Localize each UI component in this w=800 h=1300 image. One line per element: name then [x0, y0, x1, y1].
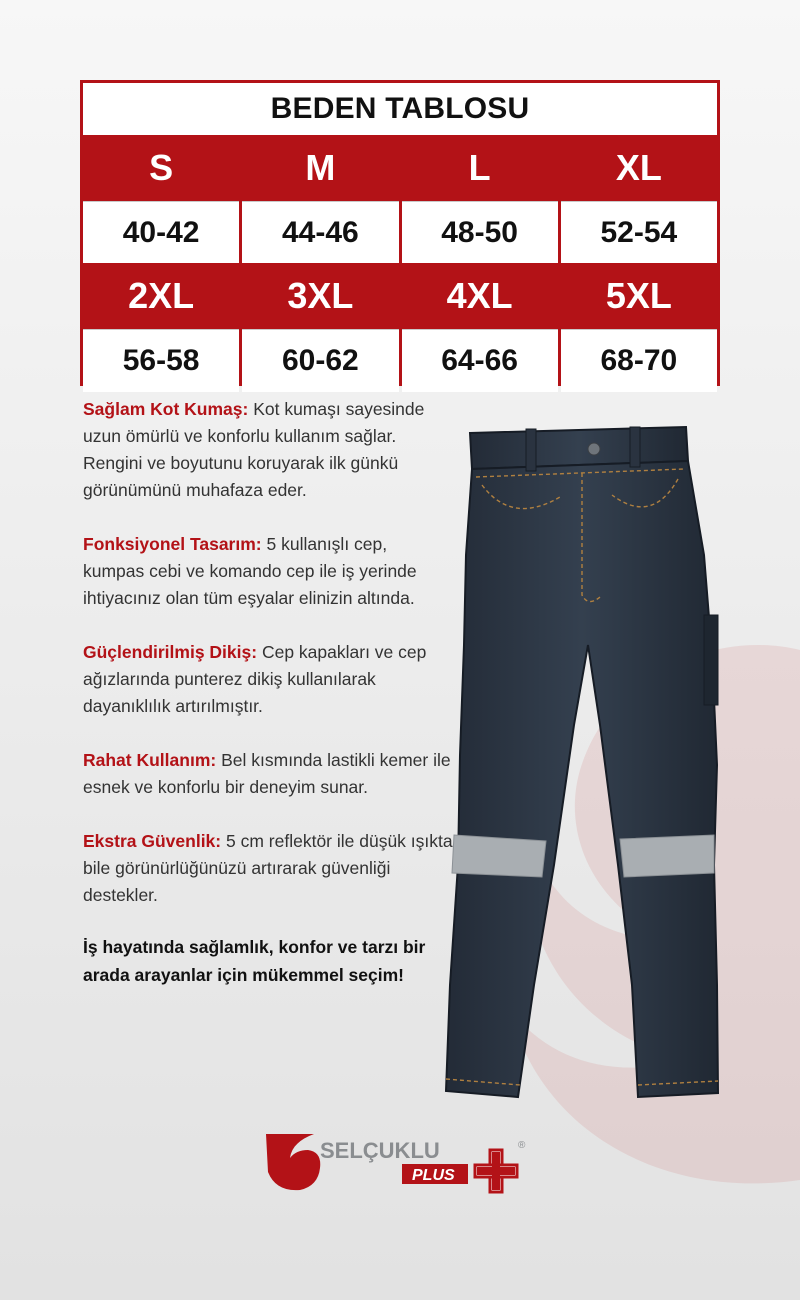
size-header-cell: XL [561, 138, 717, 198]
size-chart-title: BEDEN TABLOSU [83, 83, 717, 135]
feature-text: 5 kullanışlı cep, kumpas cebi ve komando cep ile iş yerinde ihtiyacınız olan tüm eşyalar elinizin altında. [83, 534, 417, 608]
registered-mark: ® [518, 1140, 526, 1151]
size-range-cell: 44-46 [242, 201, 398, 263]
size-range-cell: 68-70 [561, 329, 717, 392]
size-range-cell: 40-42 [83, 201, 239, 263]
size-header-cell: 3XL [242, 266, 398, 326]
feature-title: Fonksiyonel Tasarım: [83, 534, 262, 554]
denim-work-pants-image [442, 425, 762, 1105]
logo-graphic [262, 1128, 552, 1213]
feature-text: Bel kısmında lastikli kemer ile esnek ve konforlu bir deneyim sunar. [83, 750, 451, 797]
feature-title: Güçlendirilmiş Dikiş: [83, 642, 258, 662]
size-range-cell: 56-58 [83, 329, 239, 392]
logo-sub-text: PLUS [412, 1167, 455, 1184]
feature-title: Sağlam Kot Kumaş: [83, 399, 249, 419]
feature-text: Cep kapakları ve cep ağızlarında punterez dikiş kullanılarak dayanıklılık artırılmıştır. [83, 642, 427, 716]
size-header-cell: 4XL [402, 266, 558, 326]
size-chart-table [80, 80, 720, 386]
size-header-cell: L [402, 138, 558, 198]
logo-brand-text: SELÇUKLU [320, 1138, 440, 1163]
size-header-cell: S [83, 138, 239, 198]
size-header-cell: M [242, 138, 398, 198]
feature-item [83, 531, 453, 612]
feature-item [83, 396, 453, 504]
feature-title: Rahat Kullanım: [83, 750, 217, 770]
feature-list [83, 396, 453, 989]
feature-text: Kot kumaşı sayesinde uzun ömürlü ve konforlu kullanım sağlar. Rengini ve boyutunu koruyarak ilk günkü görünümünü muhafaza eder. [83, 399, 425, 500]
feature-title: Ekstra Güvenlik: [83, 831, 222, 851]
size-header-cell: 2XL [83, 266, 239, 326]
feature-item [83, 639, 453, 720]
size-range-cell: 48-50 [402, 201, 558, 263]
size-range-cell: 64-66 [402, 329, 558, 392]
size-range-cell: 52-54 [561, 201, 717, 263]
feature-item [83, 828, 453, 909]
size-header-cell: 5XL [561, 266, 717, 326]
feature-item [83, 747, 453, 801]
size-range-cell: 60-62 [242, 329, 398, 392]
selcuklu-plus-logo [262, 1128, 552, 1213]
closing-statement: İş hayatında sağlamlık, konfor ve tarzı bir arada arayanlar için mükemmel seçim! [83, 937, 426, 985]
feature-text: 5 cm reflektör ile düşük ışıkta bile görünürlüğünüzü artırarak güvenliği destekler. [83, 831, 453, 905]
